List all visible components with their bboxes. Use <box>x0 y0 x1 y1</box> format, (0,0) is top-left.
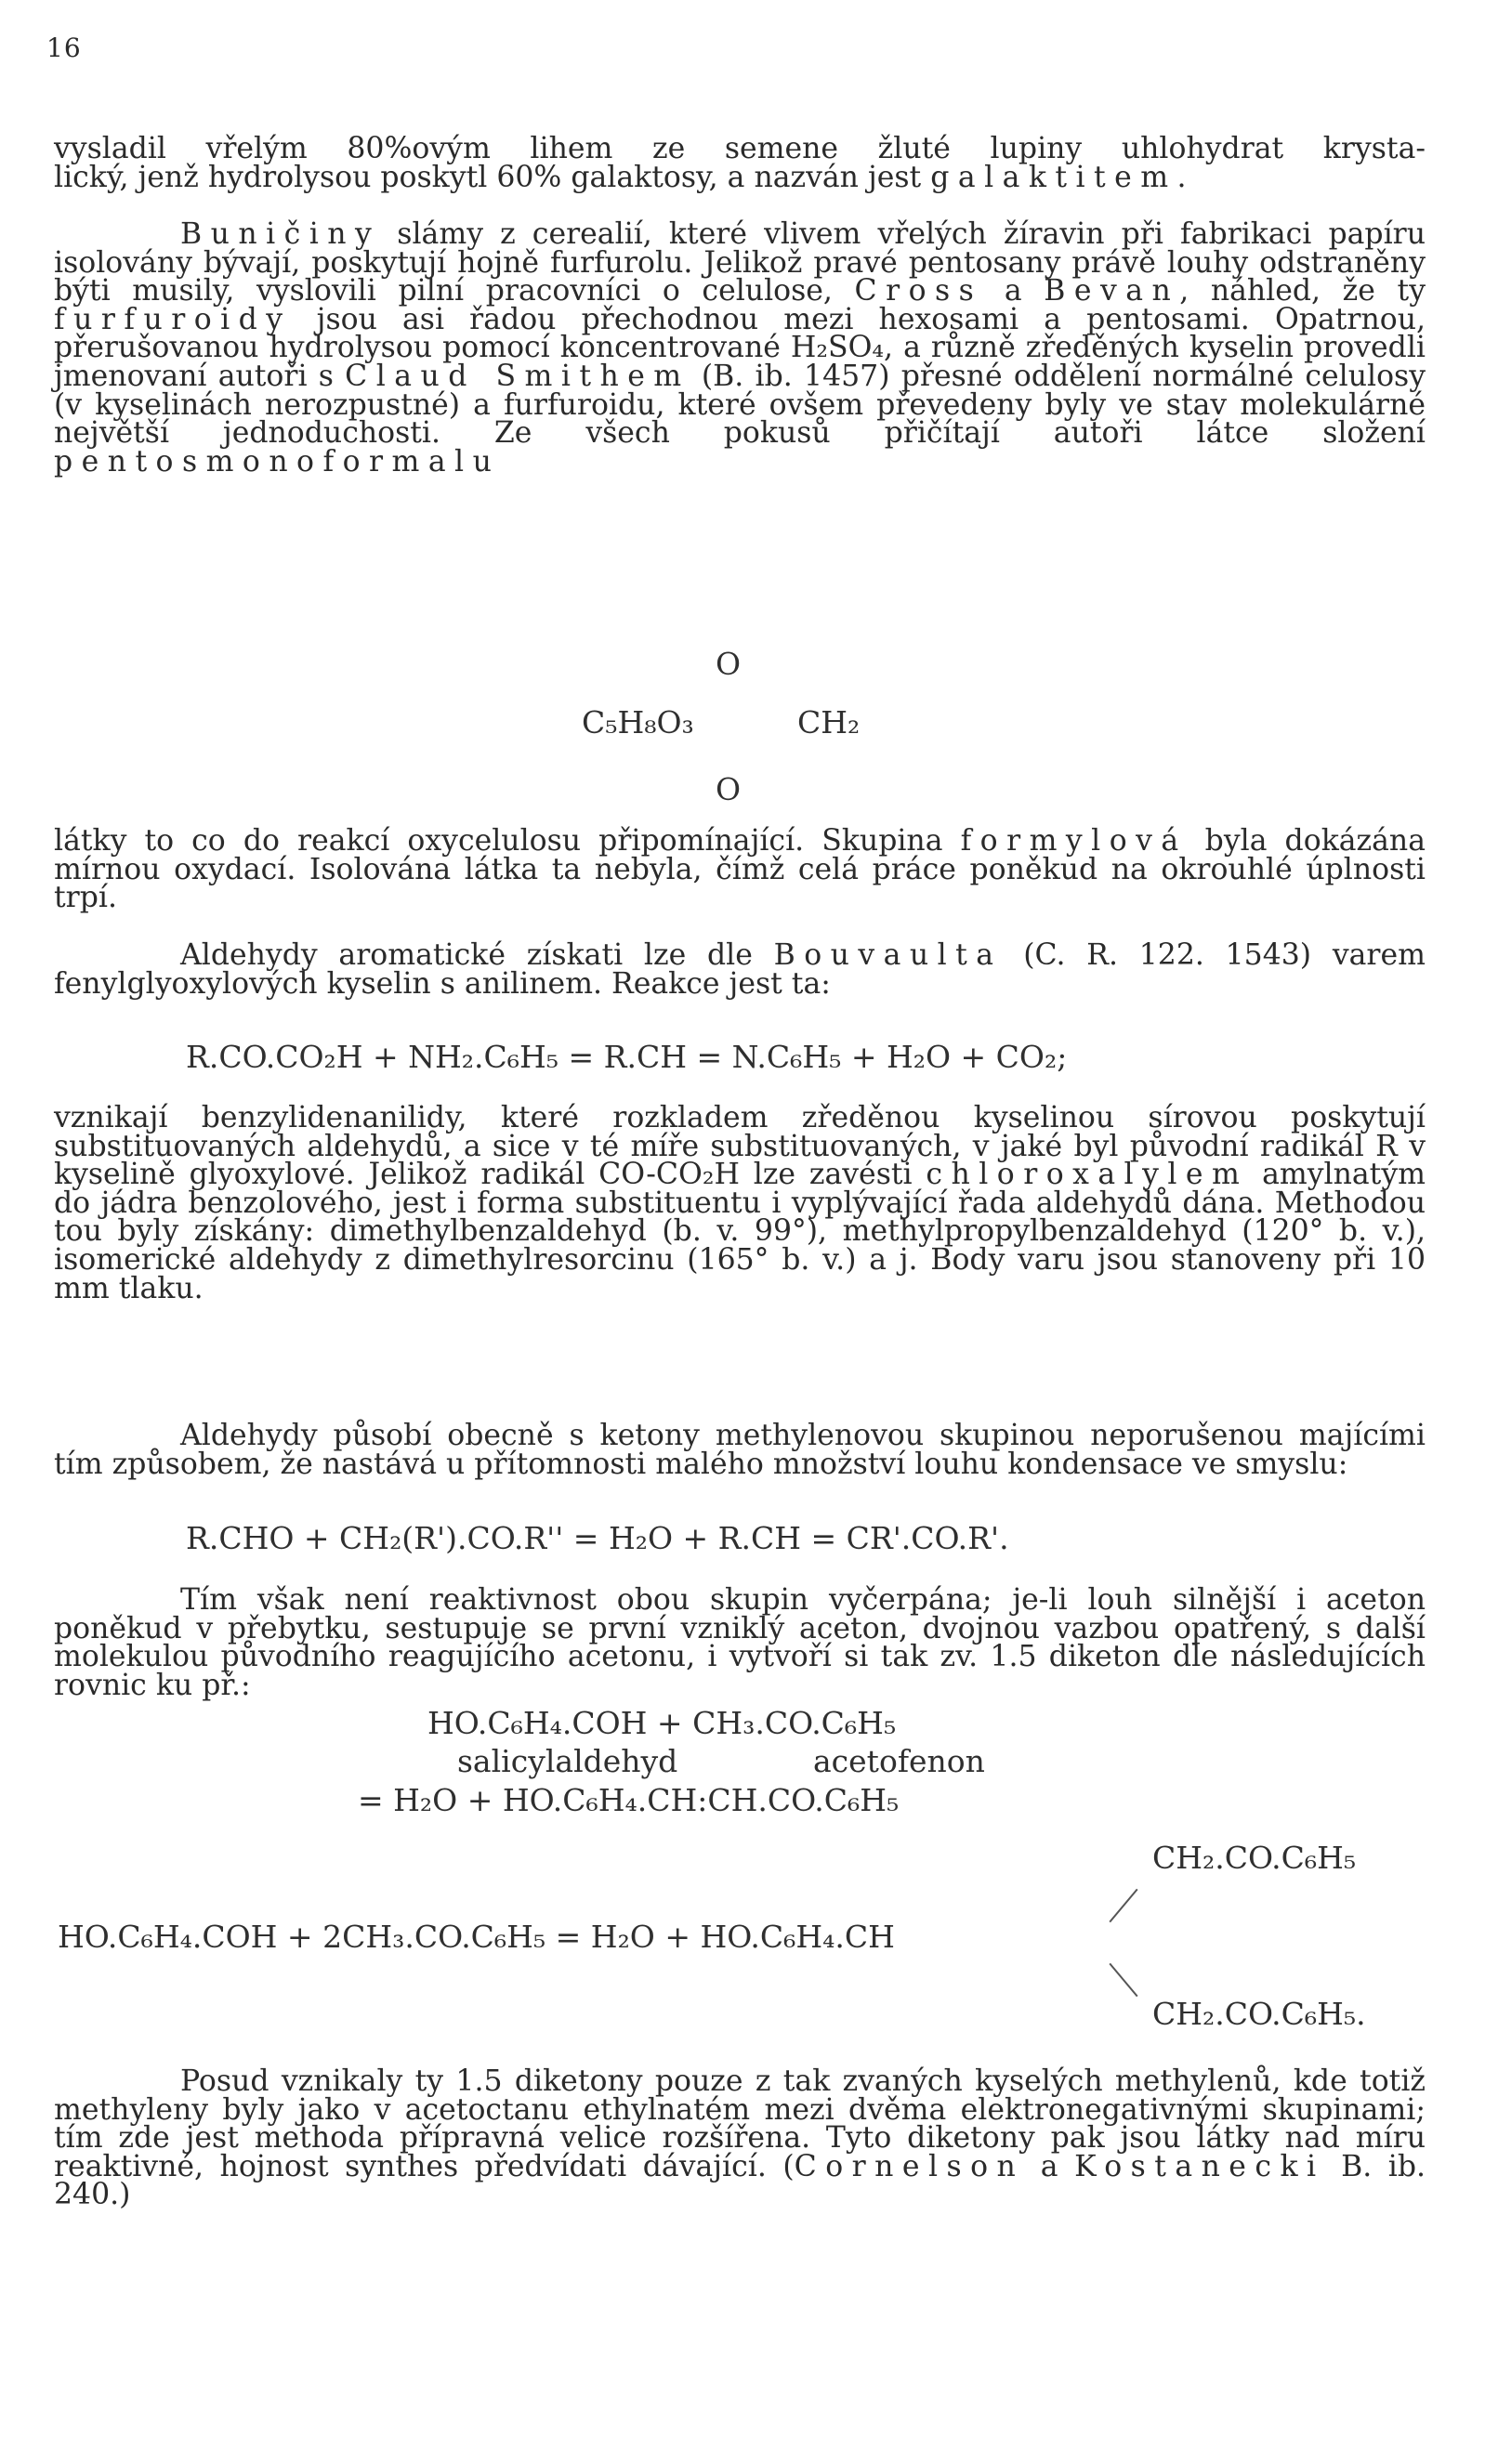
equation-3-line2: = H₂O + HO.C₆H₄.CH:CH.CO.C₆H₅ <box>358 1782 900 1818</box>
term-pentosmonoformal: pentosmonoformalu <box>54 444 501 478</box>
term-galaktit: galaktitem <box>930 160 1177 194</box>
label-acetofenon: acetofenon <box>813 1743 985 1779</box>
paragraph-7: Tím však není reaktivnost obou skupin vyčerpána; je-li louh silnější i aceton poněkud v přebytku, sestupuje se první vzniklý aceton, dvojnou vazbou opatřený, s další molekulou původního reagujícího acetonu, i vytvoří si tak zv. 1.5 diketon dle následujících rovnic ku př.: <box>54 1583 1426 1702</box>
equation-4-bottom-branch: CH₂.CO.C₆H₅. <box>1152 1996 1366 2032</box>
equation-3-line1: HO.C₆H₄.COH + CH₃.CO.C₆H₅ <box>427 1705 897 1741</box>
label-salicylaldehyd: salicylaldehyd <box>457 1743 678 1779</box>
page-number: 16 <box>46 33 82 63</box>
paragraph-6: Aldehydy působí obecně s ketony methylenovou skupinou neporušenou majícími tím způsobem, že nastává u přítomnosti malého množství louhu kondensace ve smyslu: <box>54 1419 1426 1481</box>
author-kostanecki: Kostanecki <box>1074 2149 1325 2183</box>
bond-line-lower <box>1109 1963 1137 1998</box>
equation-4-top-branch: CH₂.CO.C₆H₅ <box>1152 1840 1357 1876</box>
formula1-left: C₅H₈O₃ <box>582 704 694 741</box>
term-formylova: formylová <box>960 824 1188 858</box>
para1-line1: vysladil vřelým 80%ovým lihem ze semene žluté lupiny uhlohydrat krysta- <box>54 132 1426 165</box>
paragraph-1 <box>54 132 1426 194</box>
equation-2: R.CHO + CH₂(R').CO.R'' = H₂O + R.CH = CR'.CO.R'. <box>186 1520 1009 1556</box>
author-bouvault: Bouvaulta <box>773 938 1003 972</box>
para1-line2: lický, jenž hydrolysou poskytl 60% galaktosy, a nazván jest galaktitem. <box>54 160 1187 194</box>
paragraph-8: Posud vznikaly ty 1.5 diketony pouze z tak zvaných kyselých methylenů, kde totiž methyleny byly jako v acetoctanu ethylnatém mezi dvěma elektronegativnými skupinami; tím zde jest methoda přípravná velice rozšířena. Tyto diketony pak jsou látky nad míru reaktivné, hojnost synthes předvídati dávající. (Cornelson a Kostanecki B. ib. 240.) <box>54 2064 1426 2212</box>
author-cross: Cross <box>854 274 983 308</box>
term-bunicina: Buničiny <box>180 217 381 251</box>
equation-4-main: HO.C₆H₄.COH + 2CH₃.CO.C₆H₅ = H₂O + HO.C₆H₄.CH <box>58 1919 895 1955</box>
author-claud-smith: Claud Smithem <box>345 359 690 393</box>
paragraph-3: látky to co do reakcí oxycelulosu připomínající. Skupina formylová byla dokázána mírnou oxydací. Isolována látka ta nebyla, čímž celá práce poněkud na okrouhlé úplnosti trpí. <box>54 824 1426 915</box>
author-bevan: Bevan <box>1044 274 1180 308</box>
formula1-o-bottom: O <box>716 771 742 807</box>
paragraph-5: vznikají benzylidenanilidy, které rozkladem zředěnou kyselinou sírovou poskytují substituovaných aldehydů, a sice v té míře substituovaných, v jaké byl původní radikál R v kyselině glyoxylové. Jelikož radikál CO-CO₂H lze zavésti chloroxalylem amylnatým do jádra benzolového, jest i forma substituentu i vyplývající řada aldehydů dána. Methodou tou byly získány: dimethylbenzaldehyd (b. v. 99°), methylpropylbenzaldehyd (120° b. v.), isomerické aldehydy z dimethylresorcinu (165° b. v.) a j. Body varu jsou stanoveny při 10 mm tlaku. <box>54 1101 1426 1305</box>
author-cornelson: Cornelson <box>794 2149 1025 2183</box>
term-chloroxalyl: chloroxalylem <box>926 1158 1249 1192</box>
formula1-o-top: O <box>716 646 742 682</box>
paragraph-2: Buničiny slámy z cerealií, které vlivem vřelých žíravin při fabrikaci papíru isolovány bývají, poskytují hojně furfurolu. Jelikož pravé pentosany právě louhy odstraněny býti musily, vyslovili pilní pracovníci o celulose, Cross a Bevan, náhled, že ty furfuroidy jsou asi řadou přechodnou mezi hexosami a pentosami. Opatrnou, přerušovanou hydrolysou pomocí koncentrované H₂SO₄, a různě zředěných kyselin provedli jmenovaní autoři s Claud Smithem (B. ib. 1457) přesné oddělení normálné celulosy (v kyselinách nerozpustné) a furfuroidu, které ovšem převedeny byly ve stav molekulárné největší jednoduchosti. Ze všech pokusů přičítají autoři látce složení pentosmonoformalu <box>54 217 1426 478</box>
formula1-right: CH₂ <box>797 704 861 741</box>
bond-line-upper <box>1109 1889 1137 1923</box>
equation-1: R.CO.CO₂H + NH₂.C₆H₅ = R.CH = N.C₆H₅ + H₂O + CO₂; <box>186 1039 1068 1075</box>
paragraph-4: Aldehydy aromatické získati lze dle Bouvaulta (C. R. 122. 1543) varem fenylglyoxylových kyselin s anilinem. Reakce jest ta: <box>54 938 1426 1001</box>
term-furfuroidy: furfuroidy <box>54 302 292 336</box>
